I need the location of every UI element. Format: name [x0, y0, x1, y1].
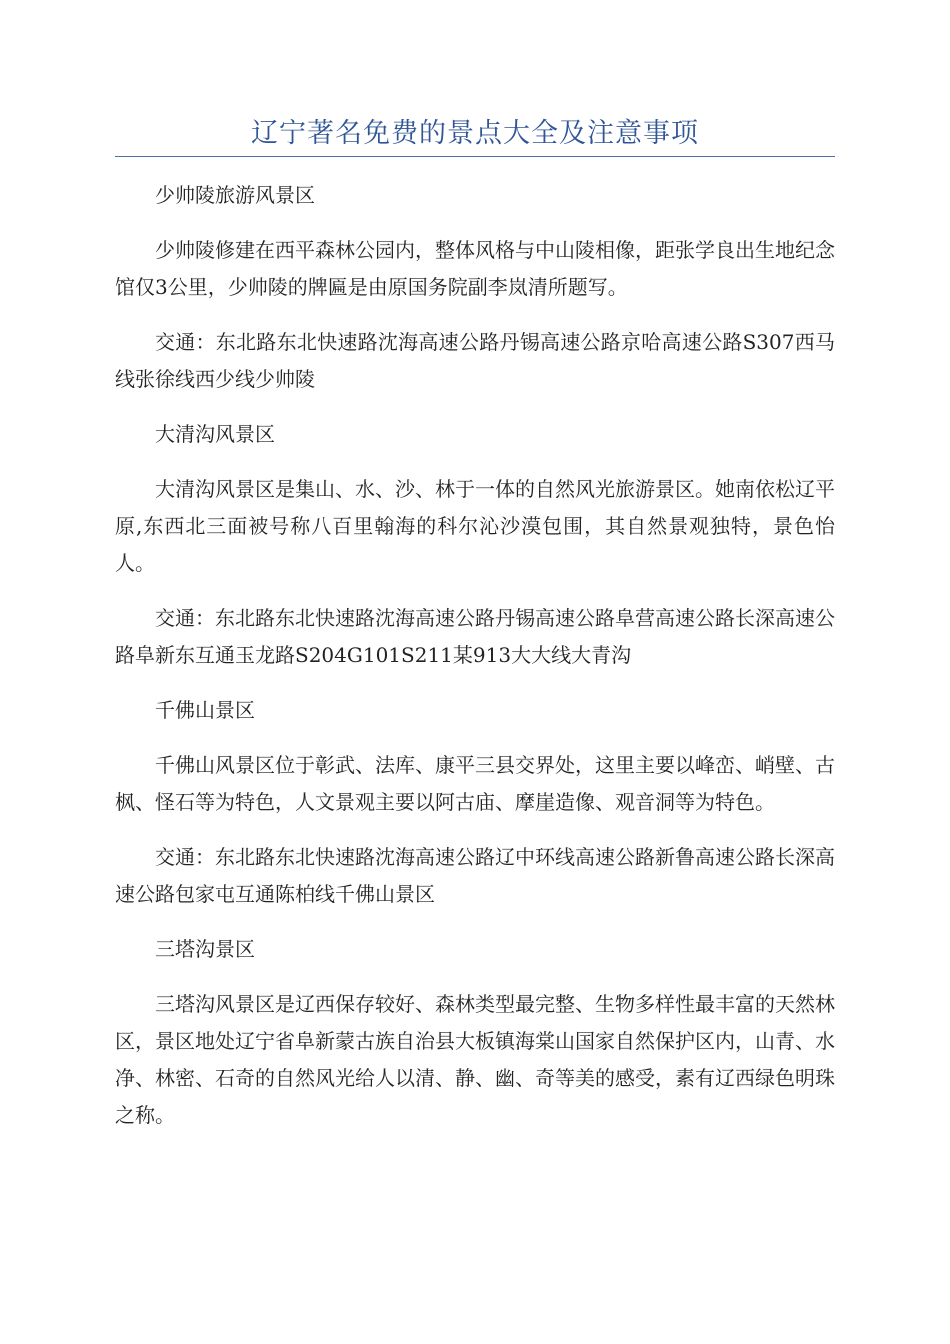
document-body [115, 177, 835, 1152]
paragraph-shaoshuailing-transport: 交通：东北路东北快速路沈海高速公路丹锡高速公路京哈高速公路S307西马线张徐线西少线少帅陵 [115, 330, 835, 391]
section-heading-qianfoshan: 千佛山景区 [155, 698, 255, 722]
paragraph-daqinggou-transport: 交通：东北路东北快速路沈海高速公路丹锡高速公路阜营高速公路长深高速公路阜新东互通玉龙路S204G101S211某913大大线大青沟 [115, 606, 835, 667]
section-heading-shaoshuailing: 少帅陵旅游风景区 [155, 183, 315, 207]
page-title: 辽宁著名免费的景点大全及注意事项 [251, 118, 699, 149]
section-heading-santagou: 三塔沟景区 [155, 937, 255, 961]
paragraph-daqinggou-description: 大清沟风景区是集山、水、沙、林于一体的自然风光旅游景区。她南依松辽平原,东西北三面被号称八百里翰海的科尔沁沙漠包围，其自然景观独特，景色怡人。 [115, 477, 835, 575]
paragraph-qianfoshan-description: 千佛山风景区位于彰武、法库、康平三县交界处，这里主要以峰峦、峭壁、古枫、怪石等为特色，人文景观主要以阿古庙、摩崖造像、观音洞等为特色。 [115, 753, 835, 814]
section-heading-daqinggou: 大清沟风景区 [155, 422, 275, 446]
paragraph-qianfoshan-transport: 交通：东北路东北快速路沈海高速公路辽中环线高速公路新鲁高速公路长深高速公路包家屯互通陈柏线千佛山景区 [115, 845, 835, 906]
paragraph-shaoshuailing-description: 少帅陵修建在西平森林公园内，整体风格与中山陵相像，距张学良出生地纪念馆仅3公里，少帅陵的牌匾是由原国务院副李岚清所题写。 [115, 238, 835, 299]
paragraph-santagou-description: 三塔沟风景区是辽西保存较好、森林类型最完整、生物多样性最丰富的天然林区，景区地处辽宁省阜新蒙古族自治县大板镇海棠山国家自然保护区内，山青、水净、林密、石奇的自然风光给人以清、静、幽、奇等美的感受，素有辽西绿色明珠之称。 [115, 992, 835, 1127]
title-block [115, 112, 835, 157]
